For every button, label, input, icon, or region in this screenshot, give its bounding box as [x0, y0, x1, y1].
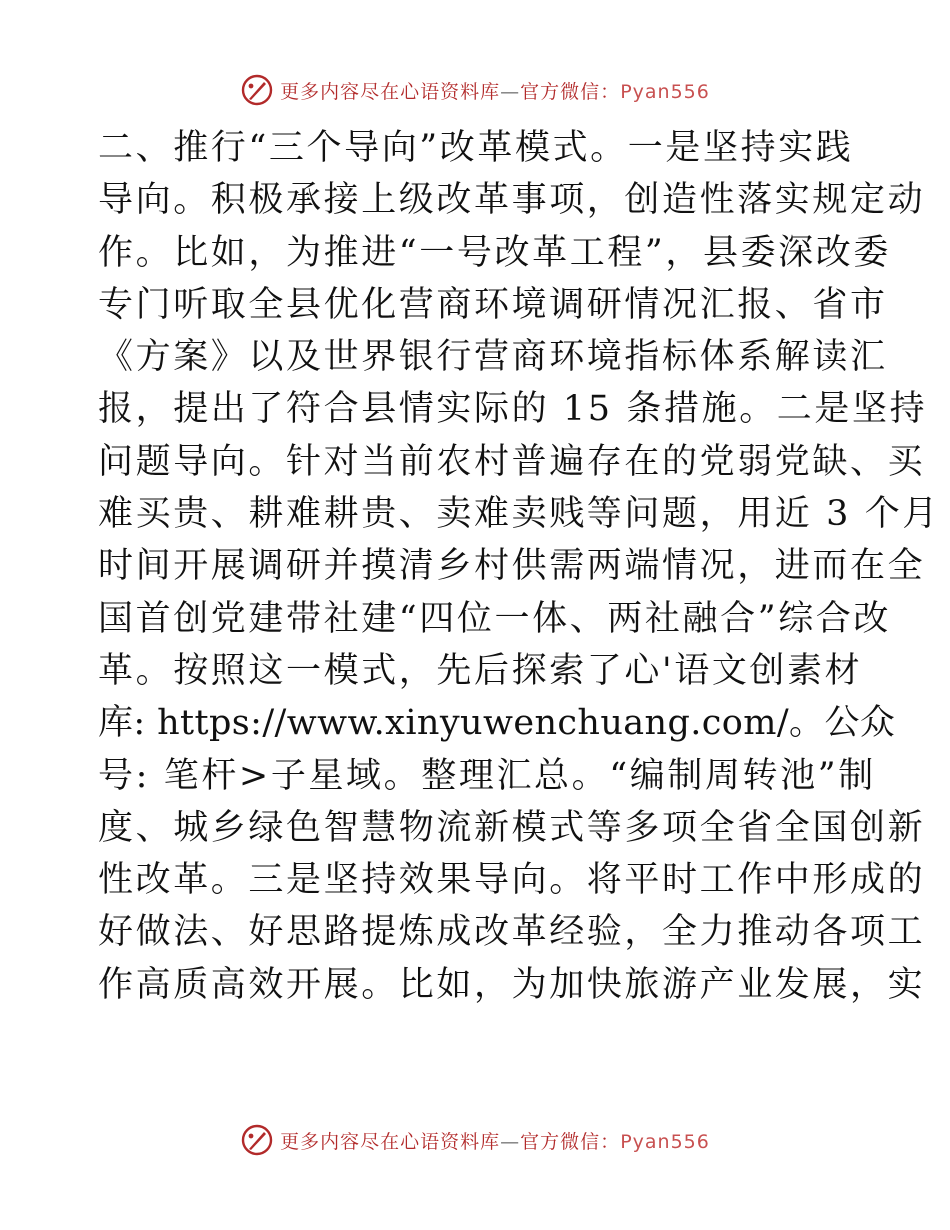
- text-line: 时间开展调研并摸清乡村供需两端情况，进而在全: [98, 546, 926, 587]
- text-line: 《方案》以及世界银行营商环境指标体系解读汇: [98, 337, 888, 378]
- text-line: 革。按照这一模式，先后探索了心'语文创素材: [98, 650, 863, 691]
- text-line: 问题导向。针对当前农村普遍存在的党弱党缺、买: [98, 441, 926, 482]
- text-line: 度、城乡绿色智慧物流新模式等多项全省全国创新: [98, 807, 926, 848]
- text-line: 作高质高效开展。比如，为加快旅游产业发展，实: [98, 964, 926, 1005]
- quill-logo-icon: [240, 73, 274, 107]
- quill-logo-icon: [240, 1123, 274, 1157]
- text-line: 性改革。三是坚持效果导向。将平时工作中形成的: [98, 860, 926, 901]
- text-line: 作。比如，为推进“一号改革工程”，县委深改委: [98, 232, 891, 273]
- text-line: 好做法、好思路提炼成改革经验，全力推动各项工: [98, 912, 926, 953]
- text-line-url: 库: https://www.xinyuwenchuang.com/。公众: [98, 703, 896, 744]
- document-body: [98, 122, 940, 1011]
- text-line: 专门听取全县优化营商环境调研情况汇报、省市: [98, 284, 888, 325]
- text-line: 难买贵、耕难耕贵、卖难卖贱等问题，用近 3 个月: [98, 494, 940, 535]
- text-line: 报，提出了符合县情实际的 15 条措施。二是坚持: [98, 389, 928, 430]
- text-line: 号: 笔杆>子星域。整理汇总。“编制周转池”制: [98, 755, 876, 796]
- text-line: 二、推行“三个导向”改革模式。一是坚持实践: [98, 128, 854, 168]
- text-line: 导向。积极承接上级改革事项，创造性落实规定动: [98, 180, 926, 221]
- banner-text: 更多内容尽在心语资料库—官方微信：Pyan556: [280, 1130, 710, 1153]
- header-banner: [0, 70, 950, 110]
- text-line: 国首创党建带社建“四位一体、两社融合”综合改: [98, 598, 891, 639]
- footer-banner: [0, 1120, 950, 1160]
- banner-text: 更多内容尽在心语资料库—官方微信：Pyan556: [280, 80, 710, 103]
